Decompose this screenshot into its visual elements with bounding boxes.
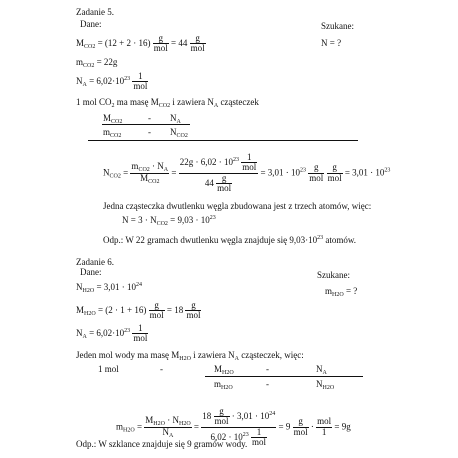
task6-sought-label: Szukane: [317,270,350,280]
task6-calc-line: $m_{H2O}$ = $\frac{M_{H2O} \cdot N_{H2O}}{N_A}$ = 18 $\frac{g}{\text{mol}}$ · $3,01 \cdot 10^{24}$ $6,02 \cdot 10^{23}$ $\frac{1}{\text{mol}}$ = 9 $\frac{g}{\text{mol}}$ · $\frac{\text{mol}}{1}$ = 9g [116,406,351,448]
task5-prop-M: $M_{CO2}$ [103,113,123,125]
task5-calc-line: $N_{CO2}$ = $\frac{m_{CO2} \cdot N_A}{M_{CO2}}$ = $22g \cdot 6,02 \cdot 10^{23}$ $\frac{1}{\text{mol}}$ 44 $\frac{g}{\text{mol}}$ = $3,01 \cdot 10^{23}$ $\frac{g}{\text{mol}}$ $\frac{g}{\text{mol}}$ = $3,01 \cdot 10^{23}$ [103,152,391,194]
task5-prop-NA: $N_A$ [170,113,181,125]
task5-avogadro-line: $N_A = 6,02\cdot 10^{23}$ $\frac{1}{\text{mol}}$ [76,71,148,92]
task6-prop-NA: $N_A$ [316,364,327,376]
task5-mass-line: $m_{CO2} = 22g$ [76,57,118,69]
task5-sought-value: N = ? [321,38,342,48]
task5-prop-rule [102,124,190,125]
task6-molar-mass-line: $M_{H2O} = (2 \cdot 1 + 16)$ $\frac{g}{\text{mol}}$ = 18 $\frac{g}{\text{mol}}$ [76,300,201,321]
task6-prop-m: $m_{H2O}$ [214,379,233,391]
task6-prop-M: $M_{H2O}$ [214,364,234,376]
task6-prop-rule [205,376,363,377]
task5-answer: Odp.: W 22 gramach dwutlenku węgla znajduje się $9,03\cdot 10^{23}$ atomów. [103,235,357,245]
task5-given-label: Dane: [80,19,102,29]
task6-prop-1mol: 1 mol [98,364,119,374]
task6-prop-dash1: - [160,364,163,374]
task6-count-line: $N_{H2O} = 3,01 \cdot 10^{24}$ [76,282,143,294]
task5-prop-N: $N_{CO2}$ [170,127,188,139]
task6-sentence1: Jeden mol wody ma masę $M_{H2O}$ i zawiera $N_A$ cząsteczek, więc: [76,350,304,362]
task6-sought-value: $m_{H2O}$ = ? [325,286,358,298]
task6-title: Zadanie 6. [76,257,114,267]
task5-sentence2: Jedna cząsteczka dwutlenku węgla zbudowana jest z trzech atomów, więc: [103,201,372,211]
task5-prop-dash1: - [148,113,151,123]
task6-answer: Odp.: W szklance znajduje się 9 gramów wody. [76,439,248,449]
task5-calc-rule [88,140,358,141]
task6-prop-dash2: - [266,364,269,374]
task6-prop-N: $N_{H2O}$ [316,379,335,391]
task6-given-label: Dane: [80,267,102,277]
task5-atoms-line: $N = 3 \cdot N_{CO2} = 9,03 \cdot 10^{23}$ [122,215,216,227]
task5-sentence1: 1 mol $CO_2$ ma masę $M_{CO2}$ i zawiera $N_A$ cząsteczek [76,97,259,109]
task5-molar-mass-line: $M_{CO2} = (12 + 2 \cdot 16)$ $\frac{g}{\text{mol}}$ = 44 $\frac{g}{\text{mol}}$ [76,33,205,54]
task6-prop-dash3: - [266,379,269,389]
task5-prop-dash2: - [148,127,151,137]
task5-prop-m: $m_{CO2}$ [103,127,122,139]
task5-title: Zadanie 5. [76,7,114,17]
task5-sought-label: Szukane: [321,21,354,31]
task6-avogadro-line: $N_A = 6,02\cdot 10^{23}$ $\frac{1}{\text{mol}}$ [76,323,148,344]
